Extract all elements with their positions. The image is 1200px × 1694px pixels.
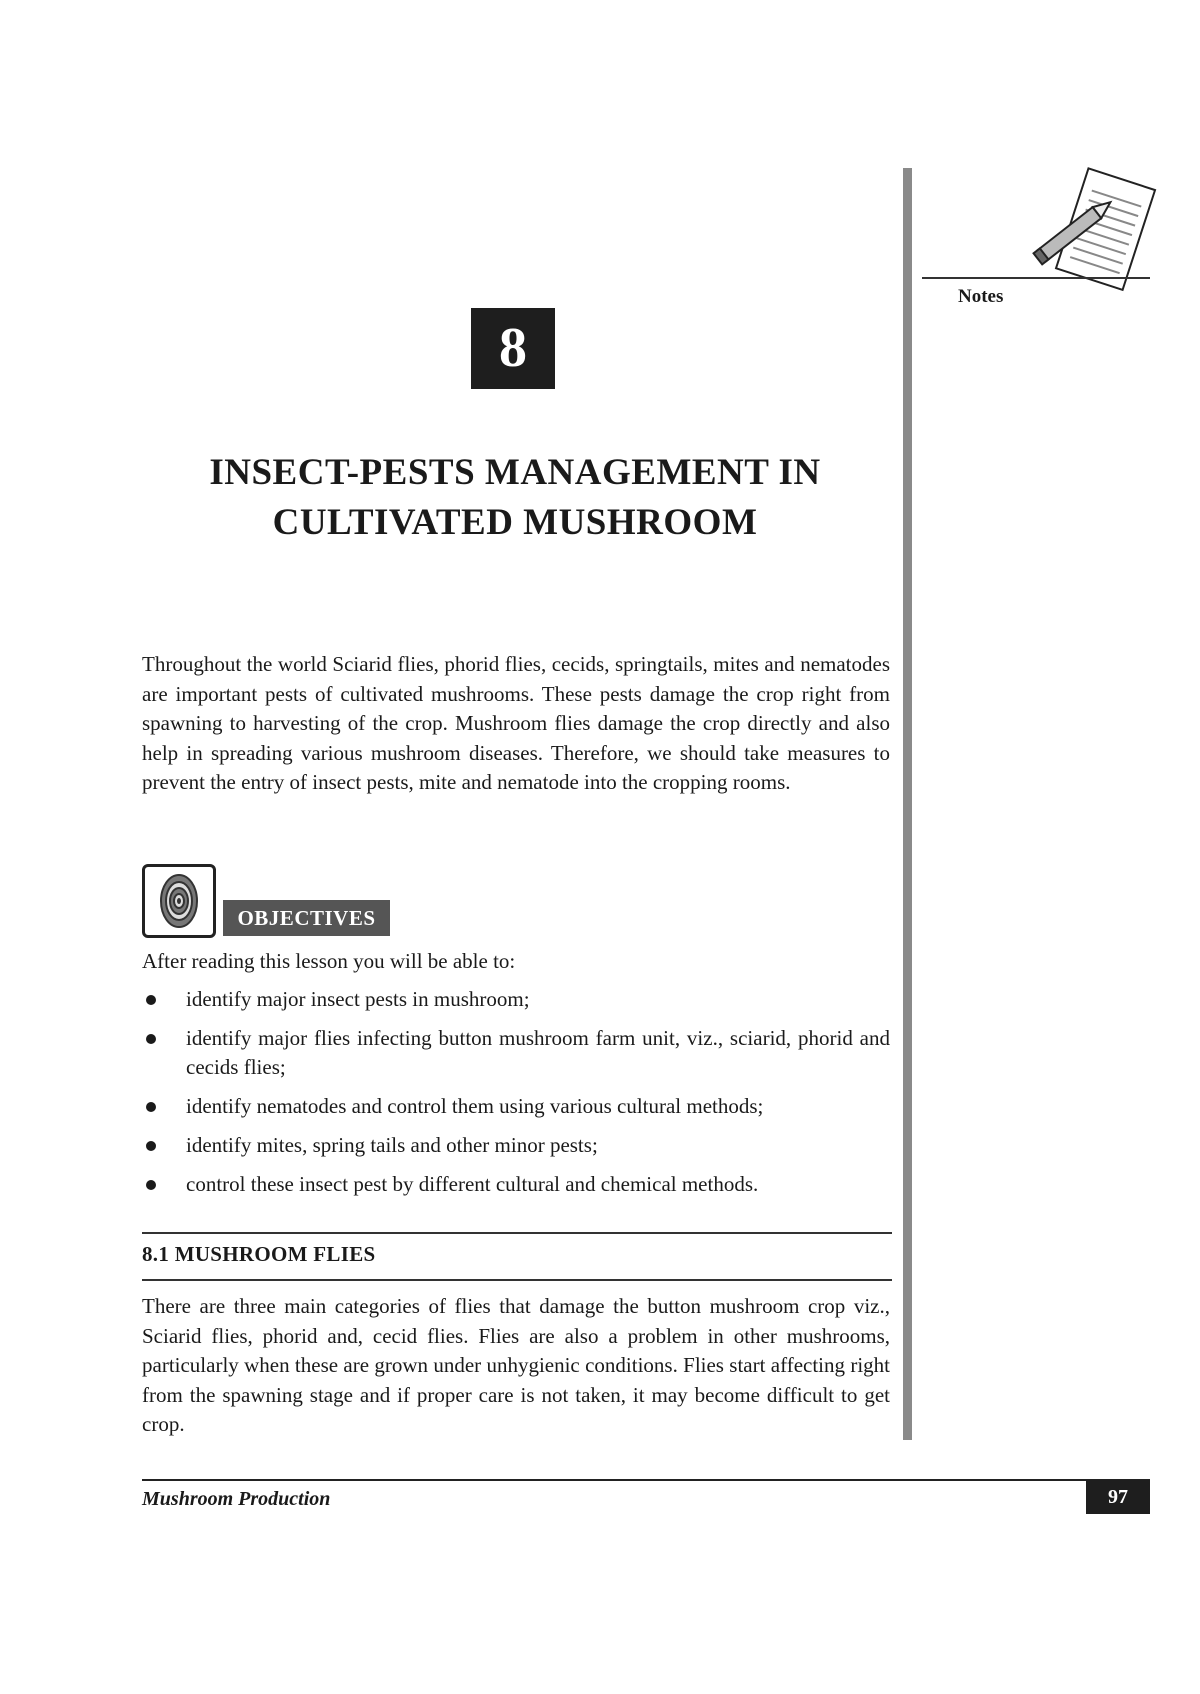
list-item: [142, 1092, 890, 1121]
notes-rule: [922, 277, 1150, 279]
list-item-text: identify mites, spring tails and other minor pests;: [186, 1133, 598, 1157]
section-rule-top: [142, 1232, 892, 1234]
bullet-icon: [146, 1141, 156, 1151]
section-heading: 8.1 MUSHROOM FLIES: [142, 1242, 376, 1266]
bullet-icon: [146, 1102, 156, 1112]
notes-label: Notes: [958, 286, 1004, 307]
target-icon: [142, 864, 216, 938]
bullet-icon: [146, 995, 156, 1005]
list-item: [142, 1131, 890, 1160]
section-rule-bottom: [142, 1279, 892, 1281]
chapter-title: [140, 448, 890, 548]
bullet-icon: [146, 1180, 156, 1190]
list-item: [142, 1024, 890, 1082]
list-item-text: identify major insect pests in mushroom;: [186, 987, 530, 1011]
objectives-lead: After reading this lesson you will be able to:: [142, 949, 516, 973]
footer-rule: [142, 1479, 1150, 1481]
list-item: [142, 985, 890, 1014]
section-paragraph: There are three main categories of flies that damage the button mushroom crop viz., Sciarid flies, phorid and, cecid flies. Flies are also a problem in other mushrooms, particularly when these are grown under unhygienic conditions. Flies start affecting right from the spawning stage and if proper care is not taken, it may become difficult to get crop.: [142, 1294, 890, 1436]
objectives-heading: OBJECTIVES: [223, 900, 390, 936]
chapter-title-line-1: INSECT-PESTS MANAGEMENT IN: [209, 452, 821, 493]
list-item-text: identify major flies infecting button mushroom farm unit, viz., sciarid, phorid and cecids flies;: [186, 1026, 890, 1079]
list-item-text: identify nematodes and control them using various cultural methods;: [186, 1094, 764, 1118]
chapter-number: 8: [471, 308, 555, 389]
list-item-text: control these insect pest by different cultural and chemical methods.: [186, 1172, 759, 1196]
notepad-pencil-icon: [1030, 165, 1160, 300]
bullet-icon: [146, 1034, 156, 1044]
list-item: [142, 1170, 890, 1199]
chapter-title-line-2: CULTIVATED MUSHROOM: [272, 502, 758, 543]
footer-book-title: Mushroom Production: [142, 1488, 331, 1510]
margin-divider: [903, 168, 912, 1440]
page-number: 97: [1086, 1480, 1150, 1514]
objectives-list: [142, 985, 890, 1209]
intro-paragraph: Throughout the world Sciarid flies, phorid flies, cecids, springtails, mites and nematodes are important pests of cultivated mushrooms. These pests damage the crop right from spawning to harvesting of the crop. Mushroom flies damage the crop directly and also help in spreading various mushroom diseases. Therefore, we should take measures to prevent the entry of insect pests, mite and nematode into the cropping rooms.: [142, 652, 890, 794]
